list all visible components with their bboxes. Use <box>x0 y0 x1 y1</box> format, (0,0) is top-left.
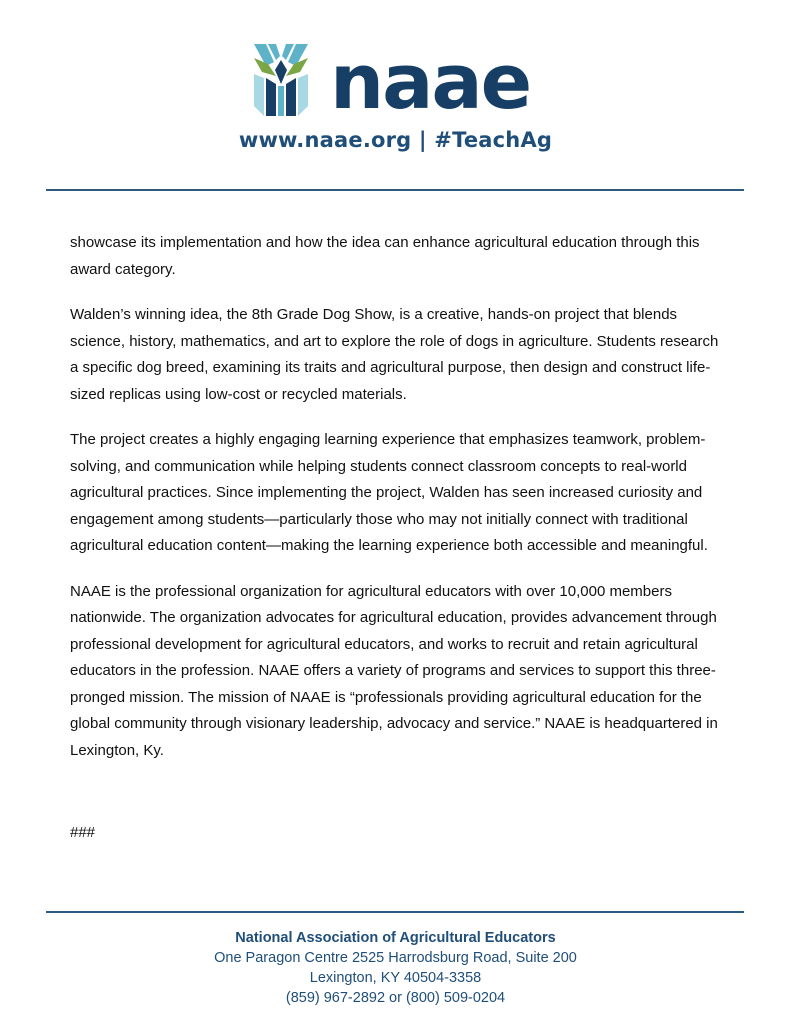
footer-contact <box>0 928 791 1008</box>
footer-phone: (859) 967-2892 or (800) 509-0204 <box>285 990 506 1006</box>
footer-address-line1: One Paragon Centre 2525 Harrodsburg Road, Suite 200 <box>214 950 577 966</box>
wheat-icon <box>254 44 308 116</box>
logo-wordmark: naae <box>330 44 531 116</box>
end-of-release-mark: ### <box>70 824 96 841</box>
paragraph-3: The project creates a highly engaging learning experience that emphasizes teamwork, problem-solving, and communication while helping students connect classroom concepts to real-world agricultural practices. Since implementing the project, Walden has seen increased curiosity and engagement among students—particularly those who may not initially connect with traditional agricultural education content—making the learning experience both accessible and meaningful. <box>70 431 708 554</box>
paragraph-2: Walden’s winning idea, the 8th Grade Dog Show, is a creative, hands-on project that blends science, history, mathematics, and art to explore the role of dogs in agriculture. Students research a specific dog breed, examining its traits and agricultural purpose, then design and construct life-sized replicas using low-cost or recycled materials. <box>70 306 719 403</box>
paragraph-1: showcase its implementation and how the idea can enhance agricultural education through this award category. <box>70 234 700 278</box>
footer-address-line2: Lexington, KY 40504-3358 <box>309 970 482 986</box>
header-divider <box>46 189 744 191</box>
paragraph-4: NAAE is the professional organization for agricultural educators with over 10,000 members nationwide. The organization advocates for agricultural education, provides advancement through professional development for agricultural educators, and works to recruit and retain agricultural educators in the profession. NAAE offers a variety of programs and services to support this three-pronged mission. The mission of NAAE is “professionals providing agricultural education for the global community through visionary leadership, advocacy and service.” NAAE is headquartered in Lexington, Ky. <box>70 582 718 759</box>
footer-divider <box>46 911 744 913</box>
footer-org-name: National Association of Agricultural Educators <box>235 930 556 946</box>
website-tagline[interactable]: www.naae.org | #TeachAg <box>238 128 553 152</box>
naae-logo <box>252 44 544 116</box>
article-body <box>70 230 730 783</box>
